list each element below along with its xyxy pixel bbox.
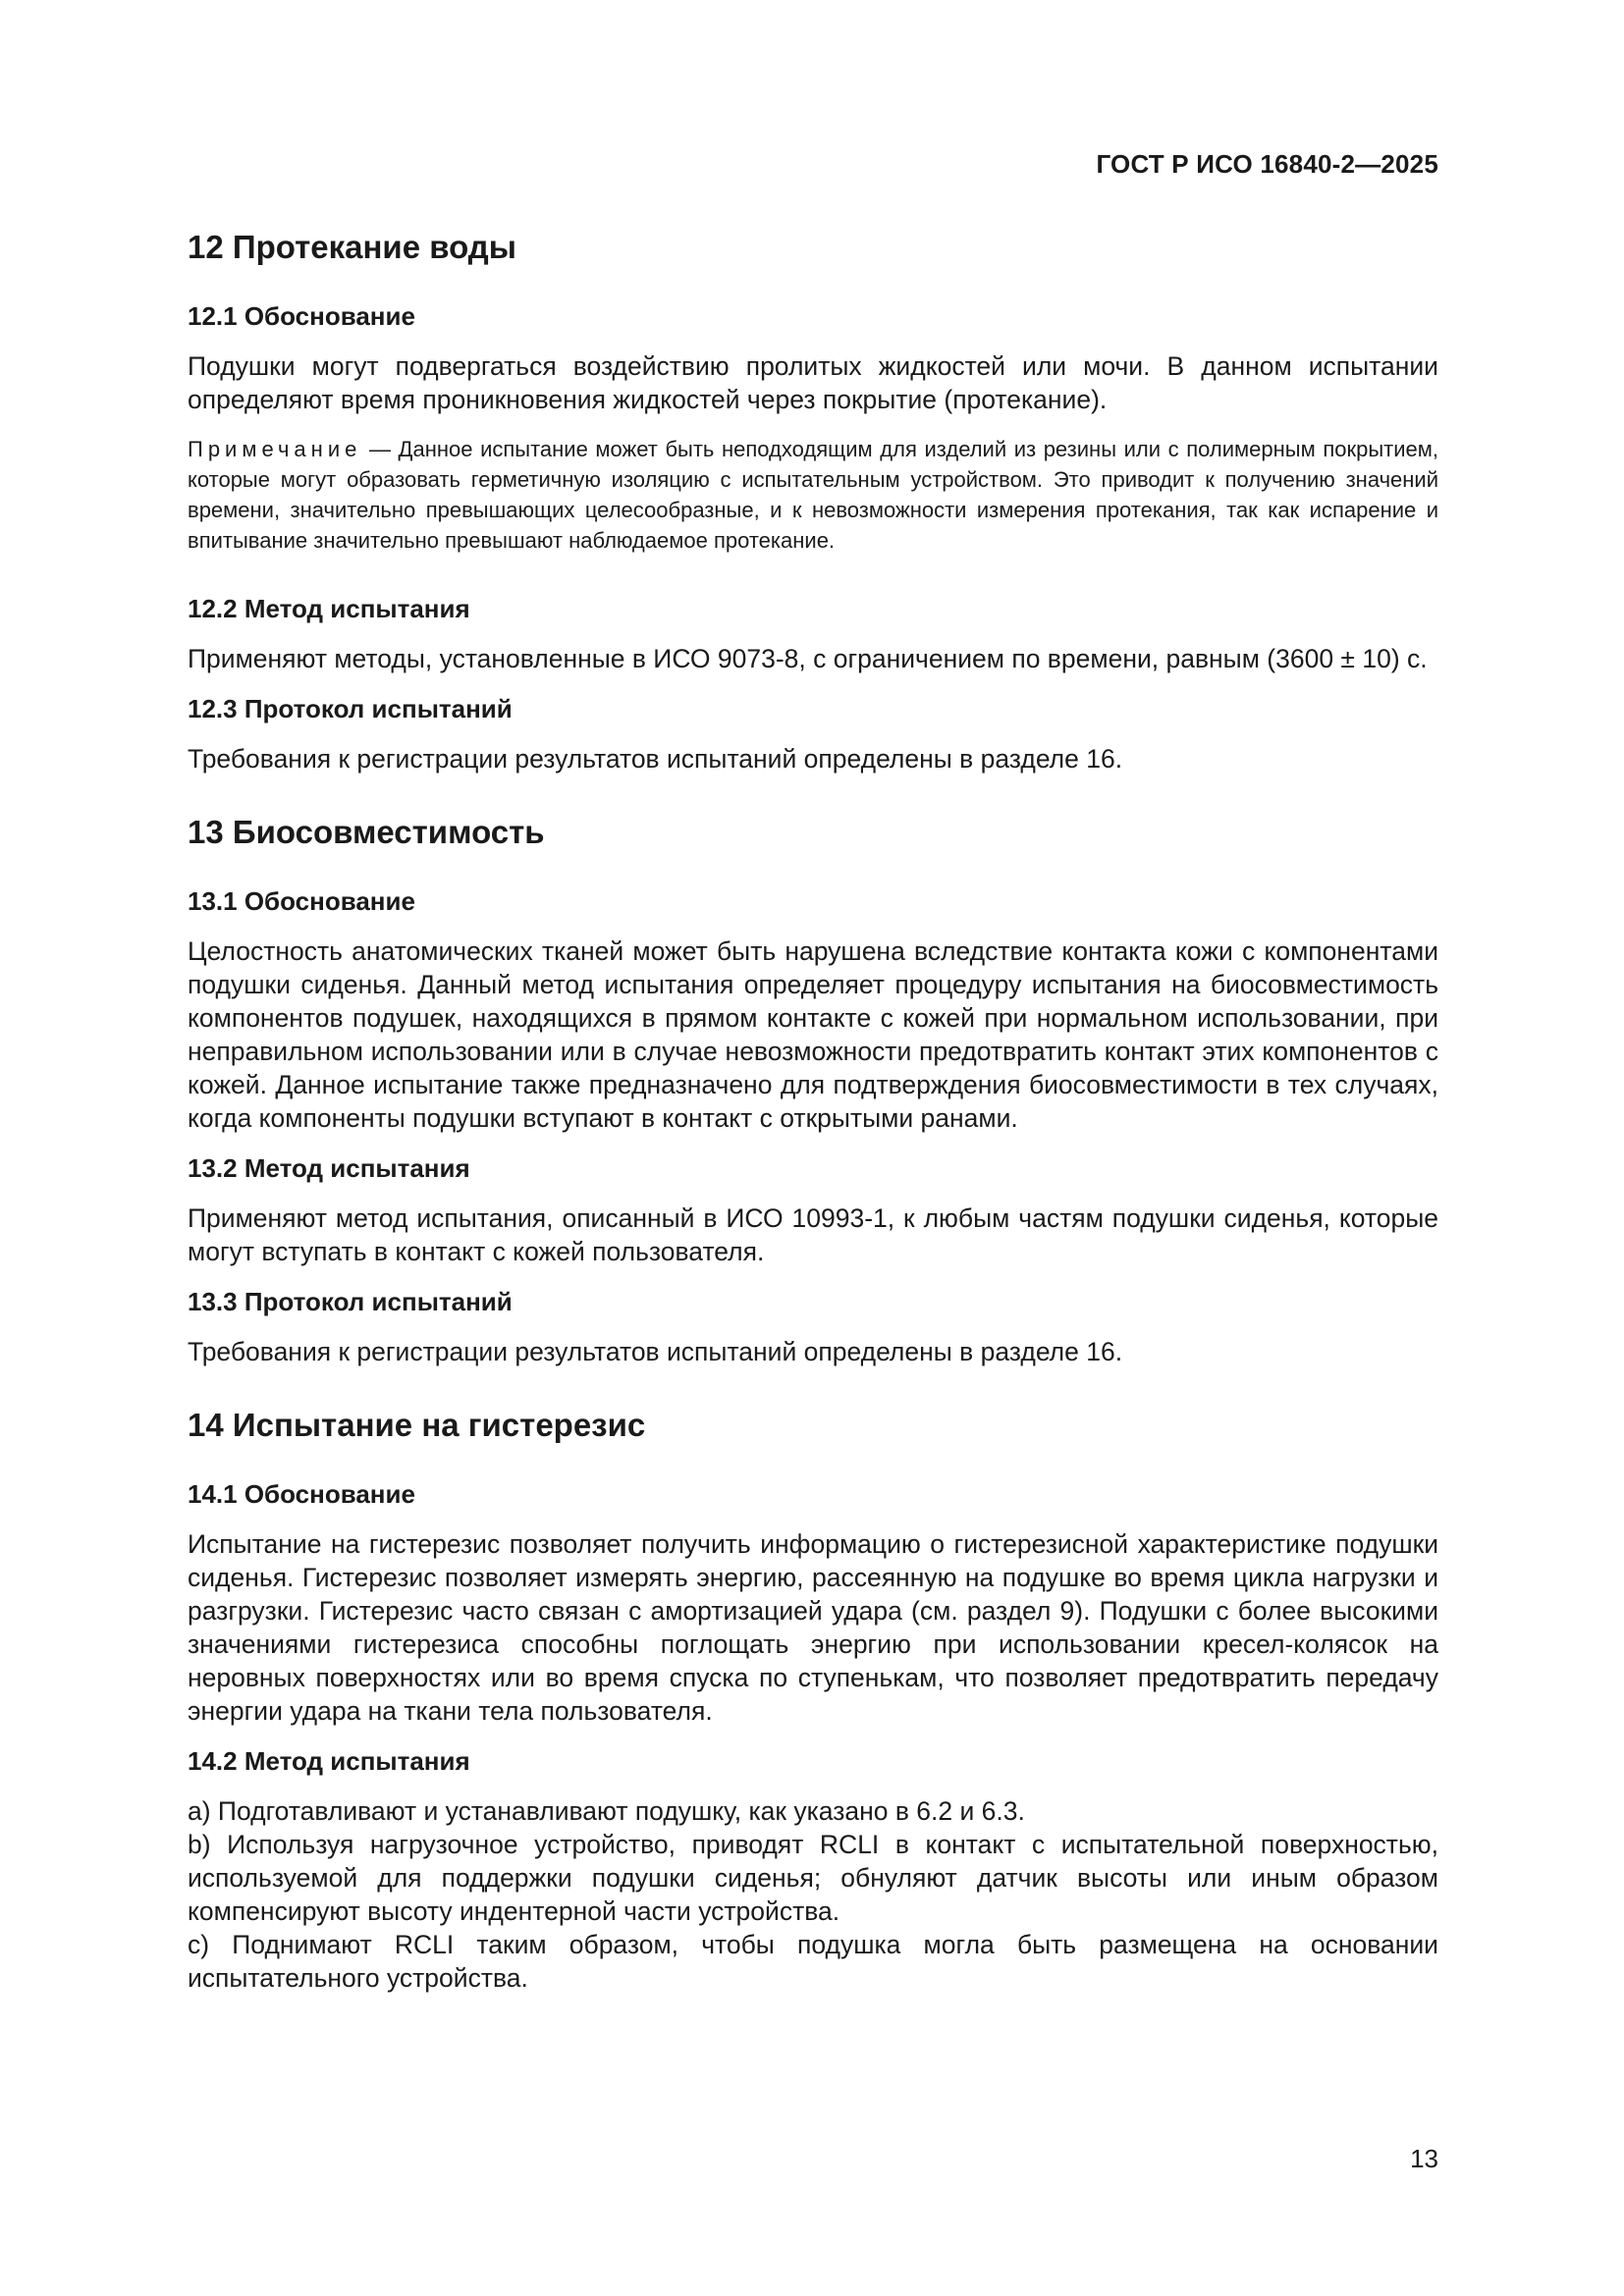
section-13-title: 13 Биосовместимость [188,814,545,850]
section-12-1-text: Подушки могут подвергаться воздействию пролитых жидкостей или мочи. В данном испытании определяют время проникновения жидкостей через покрытие (протекание). [188,351,1438,414]
section-12-2-text: Применяют методы, установленные в ИСО 9073-8, с ограничением по времени, равным (3600 ± 10) с. [188,644,1428,673]
section-14-1-text: Испытание на гистерезис позволяет получить информацию о гистерезисной характеристике подушки сиденья. Гистерезис позволяет измерять энергию, рассеянную на подушке во время цикла нагрузки и разгрузки. Гистерезис часто связан с амортизацией удара (см. раздел 9). Подушки с более высокими значениями гистерезиса способны поглощать энергию при использовании кресел-колясок на неровных поверхностях или во время спуска по ступенькам, что позволяет предотвратить передачу энергии удара на ткани тела пользователя. [188,1529,1438,1726]
section-13-2-text: Применяют метод испытания, описанный в ИСО 10993-1, к любым частям подушки сиденья, которые могут вступать в контакт с кожей пользователя. [188,1203,1438,1266]
section-14-2-title: 14.2 Метод испытания [188,1746,470,1776]
section-12-3-text: Требования к регистрации результатов испытаний определены в разделе 16. [188,744,1123,774]
page-number: 13 [1410,2144,1438,2173]
section-14-1-title: 14.1 Обоснование [188,1479,415,1509]
note-label: Примечание [188,437,362,461]
list-item: c) Поднимают RCLI таким образом, чтобы подушка могла быть размещена на основании испытательного устройства. [188,1930,1438,1993]
page-content [188,228,1438,1995]
section-12-2-title: 12.2 Метод испытания [188,594,470,623]
list-item: a) Подготавливают и устанавливают подушку, как указано в 6.2 и 6.3. [188,1796,1025,1826]
section-12-title: 12 Протекание воды [188,229,516,265]
document-id-header: ГОСТ Р ИСО 16840-2—2025 [1096,149,1438,179]
list-item: b) Используя нагрузочное устройство, приводят RCLI в контакт с испытательной поверхностью, используемой для поддержки подушки сиденья; обнуляют датчик высоты или иным образом компенсируют высоту индентерной части устройства. [188,1830,1438,1926]
section-13-1-title: 13.1 Обоснование [188,886,415,916]
section-12-1-title: 12.1 Обоснование [188,301,415,331]
note-text: — Данное испытание может быть неподходящим для изделий из резины или с полимерным покрытием, которые могут образовать герметичную изоляцию с испытательным устройством. Это приводит к получению значений времени, значительно превышающих целесообразные, и к невозможности измерения протекания, так как испарение и впитывание значительно превышают наблюдаемое протекание. [188,437,1438,553]
note-12-1 [188,434,1438,556]
section-14-title: 14 Испытание на гистерезис [188,1407,646,1443]
section-12-3-title: 12.3 Протокол испытаний [188,694,513,723]
section-13-1-text: Целостность анатомических тканей может быть нарушена вследствие контакта кожи с компонентами подушки сиденья. Данный метод испытания определяет процедуру испытания на биосовместимость компонентов подушек, находящихся в прямом контакте с кожей при нормальном использовании, при неправильном использовании или в случае невозможности предотвратить контакт этих компонентов с кожей. Данное испытание также предназначено для подтверждения биосовместимости в тех случаях, когда компоненты подушки вступают в контакт с открытыми ранами. [188,936,1438,1133]
section-13-3-title: 13.3 Протокол испытаний [188,1287,513,1316]
section-13-2-title: 13.2 Метод испытания [188,1153,470,1183]
section-13-3-text: Требования к регистрации результатов испытаний определены в разделе 16. [188,1337,1123,1366]
